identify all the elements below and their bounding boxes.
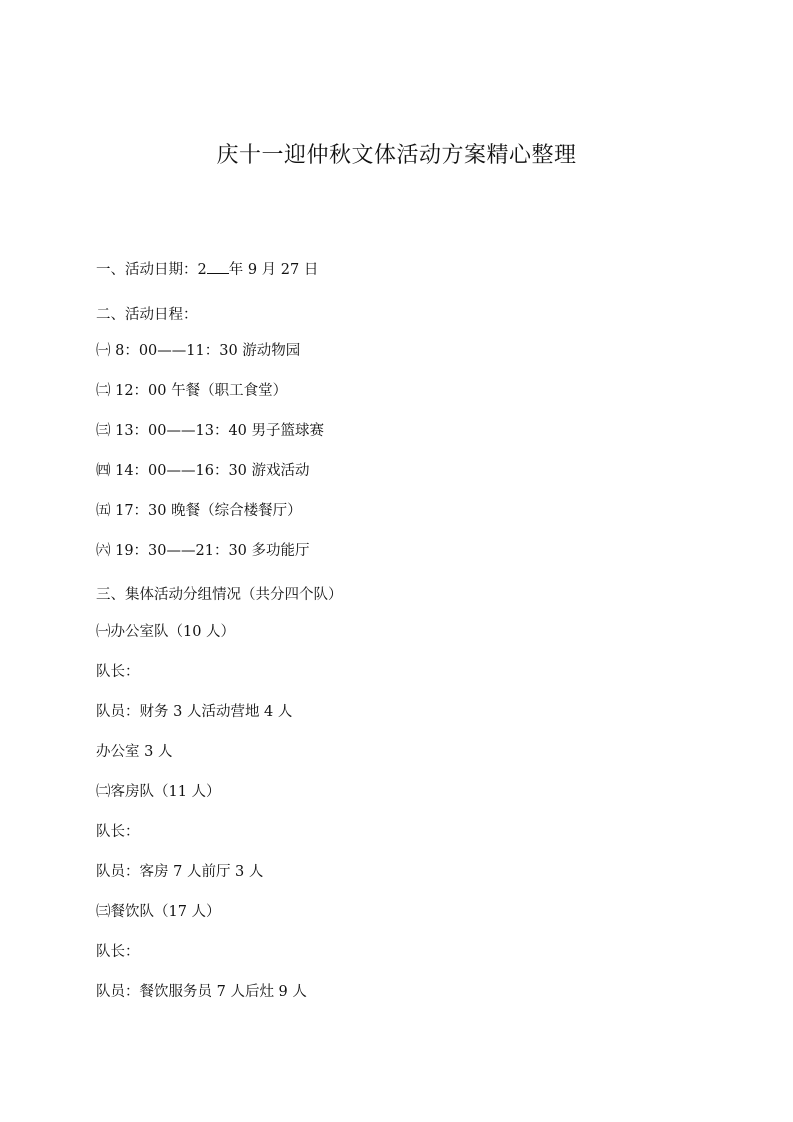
group-line: 队员：餐饮服务员 7 人后灶 9 人 <box>96 984 307 1000</box>
schedule-heading: 二、活动日程： <box>96 307 198 323</box>
group-line: 队员：财务 3 人活动营地 4 人 <box>96 704 293 720</box>
activity-date-prefix: 一、活动日期：2 <box>96 262 207 278</box>
group-line: ㈠办公室队（10 人） <box>96 624 236 640</box>
group-line: ㈡客房队（11 人） <box>96 784 221 800</box>
schedule-item: ㈣ 14：00——16：30 游戏活动 <box>96 463 310 479</box>
schedule-item: ㈤ 17：30 晚餐（综合楼餐厅） <box>96 503 302 519</box>
group-line: 队长： <box>96 824 140 840</box>
group-line: 办公室 3 人 <box>96 744 173 760</box>
group-line: ㈢餐饮队（17 人） <box>96 904 221 920</box>
document-title: 庆十一迎仲秋文体活动方案精心整理 <box>216 143 577 168</box>
schedule-item: ㈡ 12：00 午餐（职工食堂） <box>96 383 288 399</box>
schedule-item: ㈥ 19：30——21：30 多功能厅 <box>96 543 310 559</box>
group-line: 队员：客房 7 人前厅 3 人 <box>96 864 264 880</box>
schedule-item: ㈠ 8：00——11：30 游动物园 <box>96 343 301 359</box>
groups-heading: 三、集体活动分组情况（共分四个队） <box>96 587 343 603</box>
activity-date-line <box>96 258 318 279</box>
group-line: 队长： <box>96 664 140 680</box>
group-line: 队长： <box>96 944 140 960</box>
date-blank-underline <box>207 261 229 274</box>
schedule-item: ㈢ 13：00——13：40 男子篮球赛 <box>96 423 325 439</box>
activity-date-suffix: 年 9 月 27 日 <box>228 262 319 278</box>
